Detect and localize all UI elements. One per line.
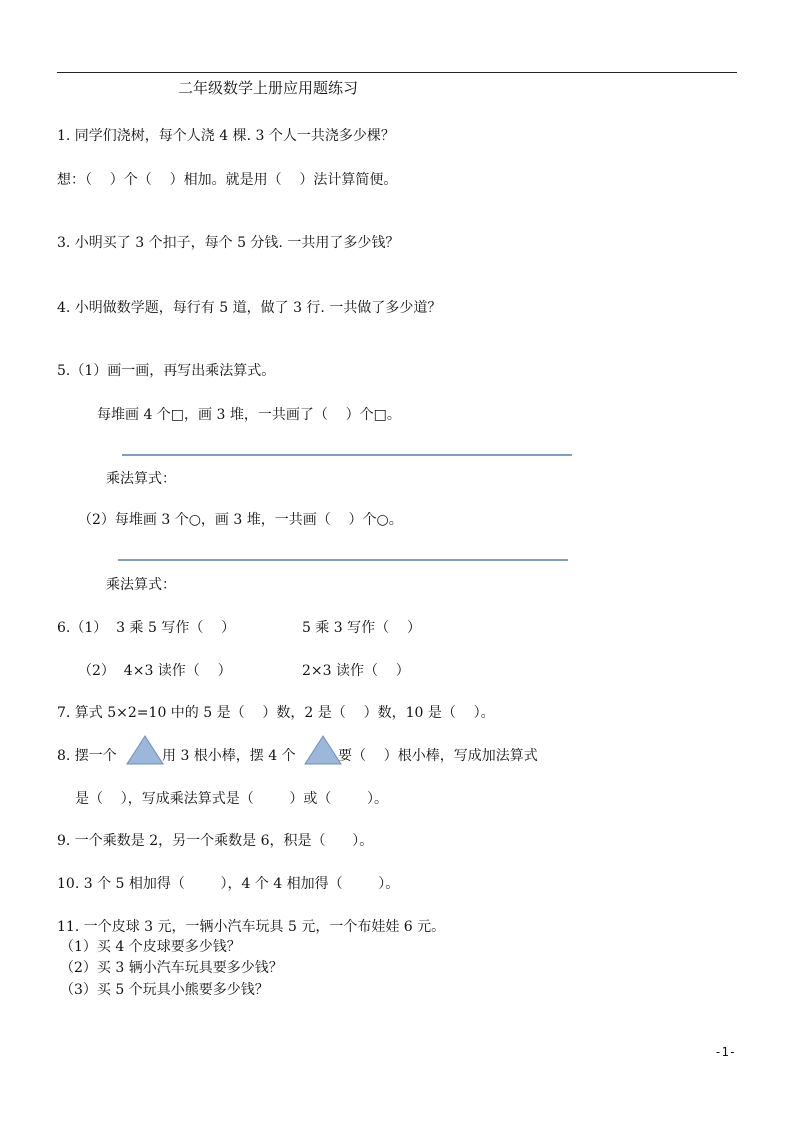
question-8-part-c: 要（ ）根小棒，写成加法算式 (338, 748, 538, 764)
triangle-icon (304, 735, 342, 765)
question-5-part-1-task: 每堆画 4 个□，画 3 堆，一共画了（ ）个□。 (97, 407, 401, 423)
question-1-think: 想：（ ）个（ ）相加。就是用（ ）法计算简便。 (57, 172, 398, 188)
question-5-part-2-task: （2）每堆画 3 个○，画 3 堆，一共画（ ）个○。 (78, 512, 403, 528)
question-7: 7. 算式 5×2=10 中的 5 是（ ）数，2 是（ ）数，10 是（ ）。 (57, 705, 495, 721)
question-11: 11. 一个皮球 3 元，一辆小汽车玩具 5 元，一个布娃娃 6 元。 (57, 919, 446, 935)
question-8-part-b: 用 3 根小棒，摆 4 个 (162, 748, 296, 764)
question-6-part-2a: （2） 4×3 读作（ ） (78, 663, 232, 679)
drawing-line-1 (122, 454, 572, 456)
question-4: 4. 小明做数学题，每行有 5 道，做了 3 行. 一共做了多少道？ (57, 300, 442, 316)
triangle-icon (126, 735, 164, 765)
drawing-line-2 (118, 559, 568, 561)
question-8-part-d: 是（ ），写成乘法算式是（ ）或（ ）。 (75, 791, 389, 807)
question-3: 3. 小明买了 3 个扣子，每个 5 分钱. 一共用了多少钱？ (57, 235, 400, 251)
question-6-part-1b: 5 乘 3 写作（ ） (302, 620, 421, 636)
question-5-part-1-formula: 乘法算式： (106, 471, 176, 487)
question-5-part-1: 5.（1）画一画，再写出乘法算式。 (57, 363, 276, 379)
question-6-part-2b: 2×3 读作（ ） (302, 663, 410, 679)
header-rule (57, 72, 737, 73)
question-11-part-3: （3）买 5 个玩具小熊要多少钱？ (60, 982, 269, 998)
question-8-part-a: 8. 摆一个 (57, 748, 117, 764)
question-1: 1. 同学们浇树，每个人浇 4 棵. 3 个人一共浇多少棵？ (57, 128, 395, 144)
page-number: -1- (714, 1045, 736, 1059)
question-9: 9. 一个乘数是 2，另一个乘数是 6，积是（ ）。 (57, 833, 374, 849)
question-11-part-1: （1）买 4 个皮球要多少钱？ (60, 939, 241, 955)
question-6-part-1a: 6.（1） 3 乘 5 写作（ ） (57, 620, 236, 636)
question-10: 10. 3 个 5 相加得（ ），4 个 4 相加得（ ）。 (57, 876, 400, 892)
page-title: 二年级数学上册应用题练习 (178, 79, 359, 97)
question-5-part-2-formula: 乘法算式： (106, 577, 176, 593)
question-11-part-2: （2）买 3 辆小汽车玩具要多少钱？ (60, 960, 283, 976)
